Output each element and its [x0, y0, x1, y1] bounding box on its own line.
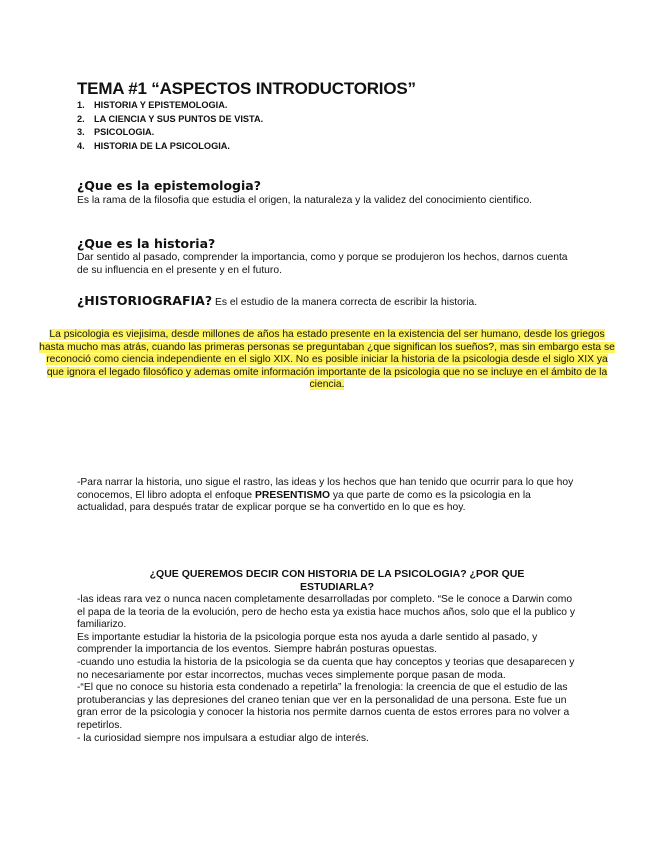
text-historia: Dar sentido al pasado, comprender la importancia, como y porque se produjeron los hechos, darnos cuenta de su influencia en el presente y en el futuro.	[77, 252, 568, 276]
list-item: Es importante estudiar la historia de la psicologia porque esta nos ayuda a darle sentido al pasado, y comprender la importancia de los eventos. Siempre habrán posturas opuestas.	[77, 631, 538, 656]
heading-epistemologia: ¿Que es la epistemologia?	[77, 178, 261, 193]
list-item: -cuando uno estudia la historia de la psicologia se da cuenta que hay conceptos y teorias que desaparecen y no necesariamente por estar incorrectos, muchas veces simplemente porque pasan de moda.	[77, 656, 575, 681]
highlight-text: La psicologia es viejisima, desde millones de años ha estado presente en la existencia del ser humano, desde los griegos hasta mucho mas atrás, cuando las primeras personas se preguntaban ¿que significan los sueños?, mas sin embargo esta se reconoció como ciencia independiente en el siglo XIX. No es posible iniciar la historia de la psicologia desde el siglo XIX ya que ignora el legado filosófico y ademas omite información importante de la psicologia que no se incluye en el ámbito de la ciencia.	[39, 329, 615, 391]
list-item: 3. PSICOLOGIA.	[77, 127, 155, 138]
text-narrar: -Para narrar la historia, uno sigue el rastro, las ideas y los hechos que han tenido que ocurrir para lo que hoy conocemos, El libro adopta el enfoque PRESENTISMO ya que parte de como es la psicologia en la actualidad, para después tratar de explicar porque se ha convertido en lo que es hoy.	[77, 477, 574, 514]
text-historiografia: Es el estudio de la manera correcta de escribir la historia.	[214, 297, 478, 308]
historiografia-line	[77, 295, 577, 310]
page-title: TEMA #1 “ASPECTOS INTRODUCTORIOS”	[77, 79, 416, 98]
heading-historiografia: ¿HISTORIOGRAFIA?	[77, 293, 213, 308]
list-item: 2. LA CIENCIA Y SUS PUNTOS DE VISTA.	[77, 113, 264, 124]
list-item: -las ideas rara vez o nunca nacen completamente desarrolladas por completo. “Se le conoce a Darwin como el papa de la teoria de la evolución, pero de hecho esta ya existia hace muchos años, solo que el la publico y familiarizo.	[77, 594, 576, 631]
highlighted-paragraph	[37, 329, 617, 392]
list-item: -“El que no conoce su historia esta condenado a repetirla” la frenologia: la creencia de que el estudio de las protuberancias y las depresiones del craneo tenian que ver en la personalidad de una persona. Este fue un gran error de la psicologia y conocer la historia nos permite darnos cuenta de estos errores para no volver a repetirlos.	[77, 682, 570, 731]
text-epistemologia: Es la rama de la filosofia que estudia el origen, la naturaleza y la validez del conocimiento cientifico.	[77, 195, 533, 206]
section-subtitle: ¿QUE QUEREMOS DECIR CON HISTORIA DE LA PSICOLOGIA? ¿POR QUE ESTUDIARLA?	[149, 568, 525, 593]
heading-historia: ¿Que es la historia?	[77, 236, 216, 251]
list-item: 4. HISTORIA DE LA PSICOLOGIA.	[77, 140, 230, 151]
bold-term: PRESENTISMO	[255, 489, 330, 501]
list-item: 1. HISTORIA Y EPISTEMOLOGIA.	[77, 100, 228, 110]
list-item: - la curiosidad siempre nos impulsara a estudiar algo de interés.	[77, 732, 369, 744]
topic-list	[77, 99, 263, 153]
content-lines	[77, 594, 577, 745]
